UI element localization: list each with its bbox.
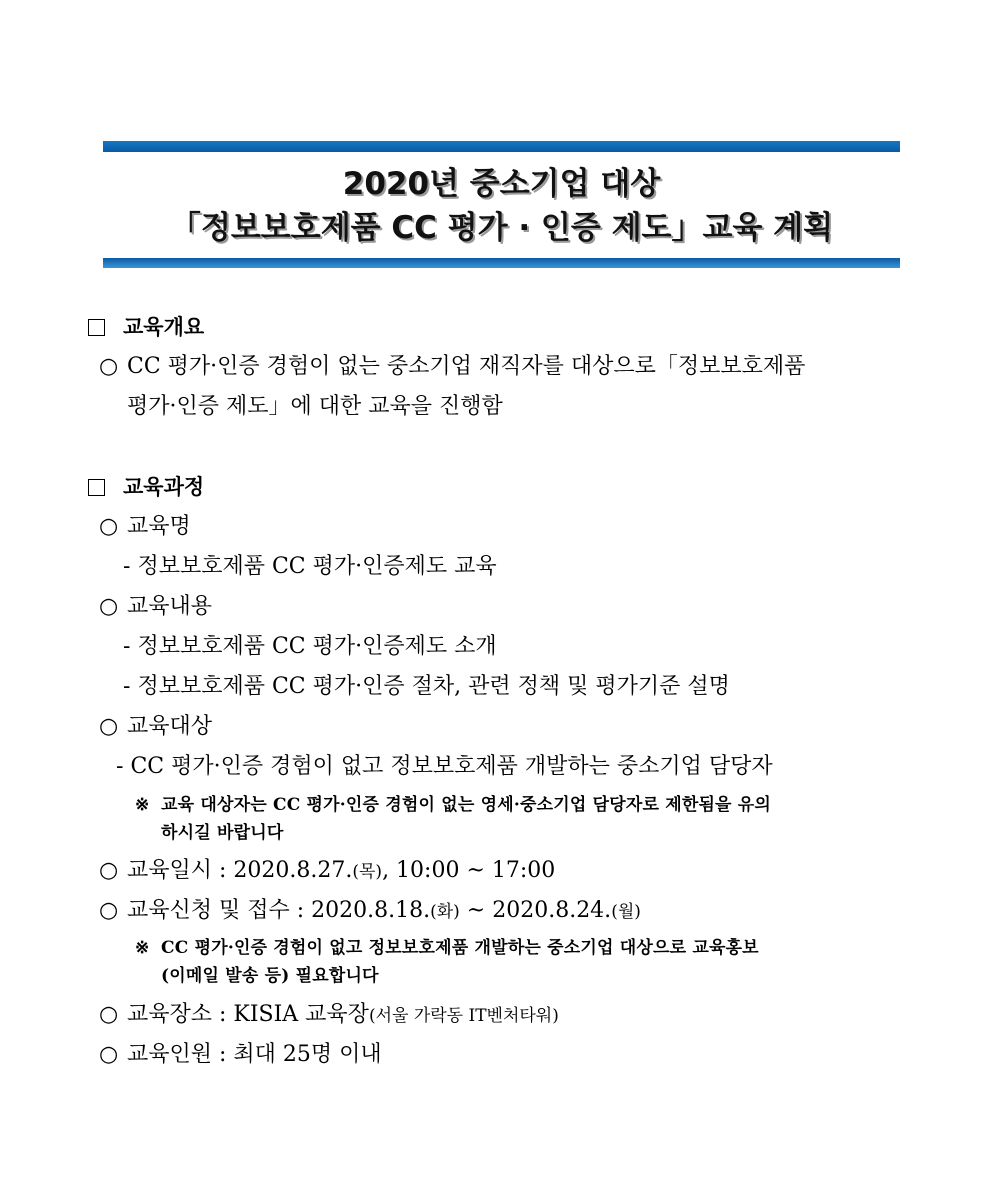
reference-mark-icon: ※ [135,795,150,815]
checkbox-square-icon [88,319,105,336]
overview-line2: 평가·인증 제도」에 대한 교육을 진행함 [127,394,503,419]
title-rule-bottom [103,258,900,268]
course-name-label: ○ 교육명 [99,512,191,542]
reference-mark-icon: ※ [135,938,150,958]
section-heading-overview: 교육개요 [88,312,204,342]
course-people: ○ 교육인원 : 최대 25명 이내 [99,1040,382,1070]
circle-bullet-icon: ○ [99,514,119,539]
course-apply: ○ 교육신청 및 접수 : 2020.8.18.(화) ~ 2020.8.24.(월) [99,896,641,927]
section-heading-course: 교육과정 [88,472,204,502]
circle-bullet-icon: ○ [99,898,119,923]
overview-bullet-line1: ○ CC 평가·인증 경험이 없는 중소기업 재직자를 대상으로「정보보호제품 [99,352,805,382]
checkbox-square-icon [88,479,105,496]
document-title-line1: 2020년 중소기업 대상 [342,166,661,202]
course-name-item: - 정보보호제품 CC 평가·인증제도 교육 [123,554,497,579]
circle-bullet-icon: ○ [99,858,119,883]
course-apply-note-line1: ※ CC 평가·인증 경험이 없고 정보보호제품 개발하는 중소기업 대상으로 교육홍보 [135,935,759,961]
circle-bullet-icon: ○ [99,1002,119,1027]
circle-bullet-icon: ○ [99,594,119,619]
circle-bullet-icon: ○ [99,1042,119,1067]
course-content-item2: - 정보보호제품 CC 평가·인증 절차, 관련 정책 및 평가기준 설명 [123,674,730,699]
course-target-label: ○ 교육대상 [99,712,212,742]
course-target-item: - CC 평가·인증 경험이 없고 정보보호제품 개발하는 중소기업 담당자 [116,754,773,779]
title-block [103,141,900,268]
circle-bullet-icon: ○ [99,714,119,739]
course-content-item1: - 정보보호제품 CC 평가·인증제도 소개 [123,634,497,659]
document-title-line2: 「정보보호제품 CC 평가 · 인증 제도」교육 계획 [169,210,834,246]
title-rule-top [103,141,900,152]
course-target-note-line2: 하시길 바랍니다 [161,823,284,843]
course-content-label: ○ 교육내용 [99,592,212,622]
course-place: ○ 교육장소 : KISIA 교육장(서울 가락동 IT벤처타워) [99,1000,559,1031]
circle-bullet-icon: ○ [99,354,119,379]
course-date: ○ 교육일시 : 2020.8.27.(목), 10:00 ~ 17:00 [99,856,555,887]
course-target-note-line1: ※ 교육 대상자는 CC 평가·인증 경험이 없는 영세·중소기업 담당자로 제한됨을 유의 [135,792,771,818]
course-apply-note-line2: (이메일 발송 등) 필요합니다 [161,966,379,986]
